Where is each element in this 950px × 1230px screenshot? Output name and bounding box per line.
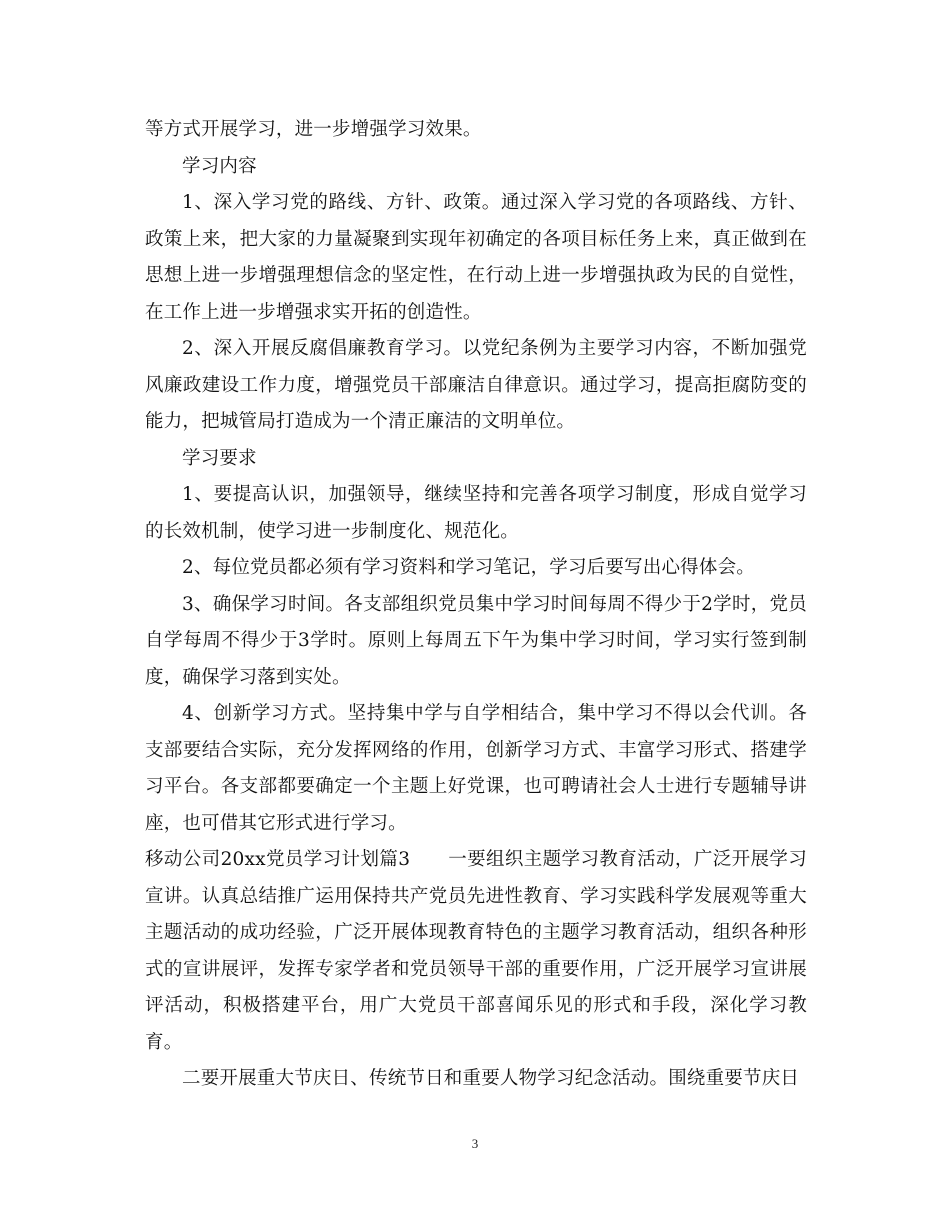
paragraph: 1、深入学习党的路线、方针、政策。通过深入学习党的各项路线、方针、政策上来，把大家的力量凝聚到实现年初确定的各项目标任务上来，真正做到在思想上进一步增强理想信念的坚定性，在行动上进一步增强执政为民的自觉性，在工作上进一步增强求实开拓的创造性。 <box>145 192 807 323</box>
document-body <box>145 112 807 1098</box>
paragraph: 2、每位党员都必须有学习资料和学习笔记，学习后要写出心得体会。 <box>182 557 755 578</box>
section-heading-learning-content: 学习内容 <box>182 155 257 177</box>
section-heading-learning-requirements: 学习要求 <box>182 447 257 469</box>
paragraph: 2、深入开展反腐倡廉教育学习。以党纪条例为主要学习内容，不断加强党风廉政建设工作力度，增强党员干部廉洁自律意识。通过学习，提高拒腐防变的能力，把城管局打造成为一个清正廉洁的文明单位。 <box>145 338 807 432</box>
paragraph: 1、要提高认识，加强领导，继续坚持和完善各项学习制度，形成自觉学习的长效机制，使学习进一步制度化、规范化。 <box>145 484 807 542</box>
paragraph-article-3-start: 移动公司20xx党员学习计划篇3 一要组织主题学习教育活动，广泛开展学习宣讲。认真总结推广运用保持共产党员先进性教育、学习实践科学发展观等重大主题活动的成功经验，广泛开展体现教育特色的主题学习教育活动，组织各种形式的宣讲展评，发挥专家学者和党员领导干部的重要作用，广泛开展学习宣讲展评活动，积极搭建平台，用广大党员干部喜闻乐见的形式和手段，深化学习教育。 <box>145 849 807 1053</box>
paragraph: 4、创新学习方式。坚持集中学与自学相结合，集中学习不得以会代训。各支部要结合实际，充分发挥网络的作用，创新学习方式、丰富学习形式、搭建学习平台。各支部都要确定一个主题上好党课，也可聘请社会人士进行专题辅导讲座，也可借其它形式进行学习。 <box>145 703 807 834</box>
page-number: 3 <box>471 1136 479 1151</box>
paragraph: 3、确保学习时间。各支部组织党员集中学习时间每周不得少于2学时，党员自学每周不得少于3学时。原则上每周五下午为集中学习时间，学习实行签到制度，确保学习落到实处。 <box>145 593 807 688</box>
paragraph: 二要开展重大节庆日、传统节日和重要人物学习纪念活动。围绕重要节庆日 <box>182 1068 800 1089</box>
paragraph: 等方式开展学习，进一步增强学习效果。 <box>145 119 482 140</box>
